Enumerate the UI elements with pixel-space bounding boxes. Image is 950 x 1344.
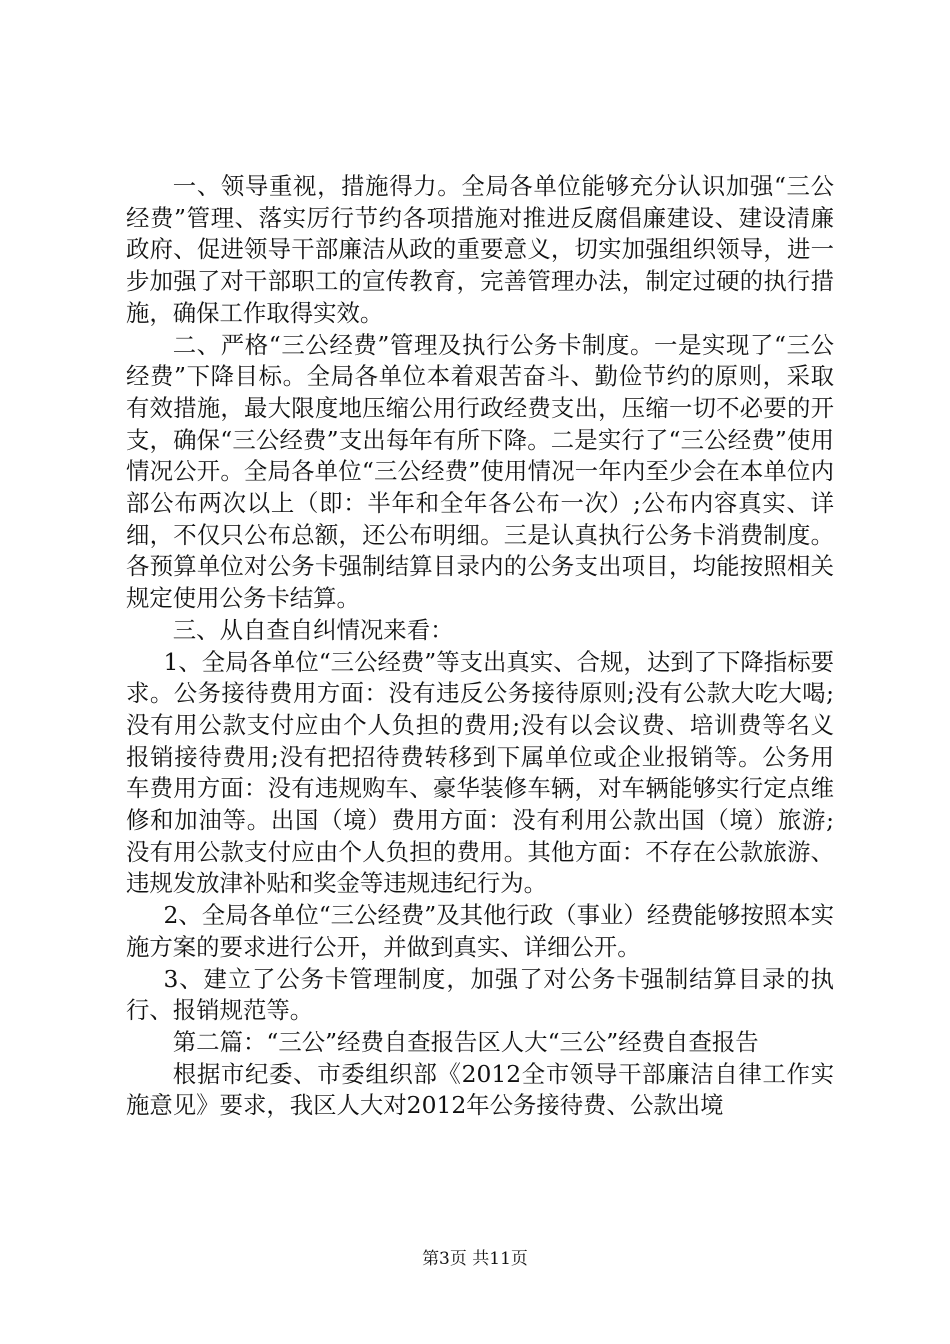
- body-text: [126, 171, 834, 1122]
- paragraph-item-2: 2、全局各单位“三公经费”及其他行政（事业）经费能够按照本实施方案的要求进行公开，并做到真实、详细公开。: [126, 901, 834, 961]
- paragraph-self-check-heading: 三、从自查自纠情况来看：: [172, 615, 454, 644]
- paragraph-leadership: 一、领导重视，措施得力。全局各单位能够充分认识加强“三公经费”管理、落实厉行节约各项措施对推进反腐倡廉建设、建设清廉政府、促进领导干部廉洁从政的重要意义，切实加强组织领导，进一步加强了对干部职工的宣传教育，完善管理办法，制定过硬的执行措施，确保工作取得实效。: [126, 172, 834, 327]
- page-number-footer: 第3页 共11页: [422, 1249, 528, 1269]
- paragraph-item-1: 1、全局各单位“三公经费”等支出真实、合规，达到了下降指标要求。公务接待费用方面：没有违反公务接待原则;没有公款大吃大喝;没有用公款支付应由个人负担的费用;没有以会议费、培训费等名义报销接待费用;没有把招待费转移到下属单位或企业报销等。公务用车费用方面：没有违规购车、豪华装修车辆，对车辆能够实行定点维修和加油等。出国（境）费用方面：没有利用公款出国（境）旅游;没有用公款支付应由个人负担的费用。其他方面：不存在公款旅游、违规发放津补贴和奖金等违规违纪行为。: [126, 647, 834, 898]
- paragraph-part-two-intro: 根据市纪委、市委组织部《2012全市领导干部廉洁自律工作实施意见》要求，我区人大对2012年公务接待费、公款出境: [126, 1059, 834, 1120]
- section-heading-part-two: 第二篇：“三公”经费自查报告区人大“三公”经费自查报告: [172, 1027, 759, 1056]
- paragraph-item-3: 3、建立了公务卡管理制度，加强了对公务卡强制结算目录的执行、报销规范等。: [126, 964, 834, 1025]
- paragraph-strict-management: 二、严格“三公经费”管理及执行公务卡制度。一是实现了“三公经费”下降目标。全局各单位本着艰苦奋斗、勤俭节约的原则，采取有效措施，最大限度地压缩公用行政经费支出，压缩一切不必要的开支，确保“三公经费”支出每年有所下降。二是实行了“三公经费”使用情况公开。全局各单位“三公经费”使用情况一年内至少会在本单位内部公布两次以上（即：半年和全年各公布一次）;公布内容真实、详细，不仅只公布总额，还公布明细。三是认真执行公务卡消费制度。各预算单位对公务卡强制结算目录内的公务支出项目，均能按照相关规定使用公务卡结算。: [126, 330, 834, 613]
